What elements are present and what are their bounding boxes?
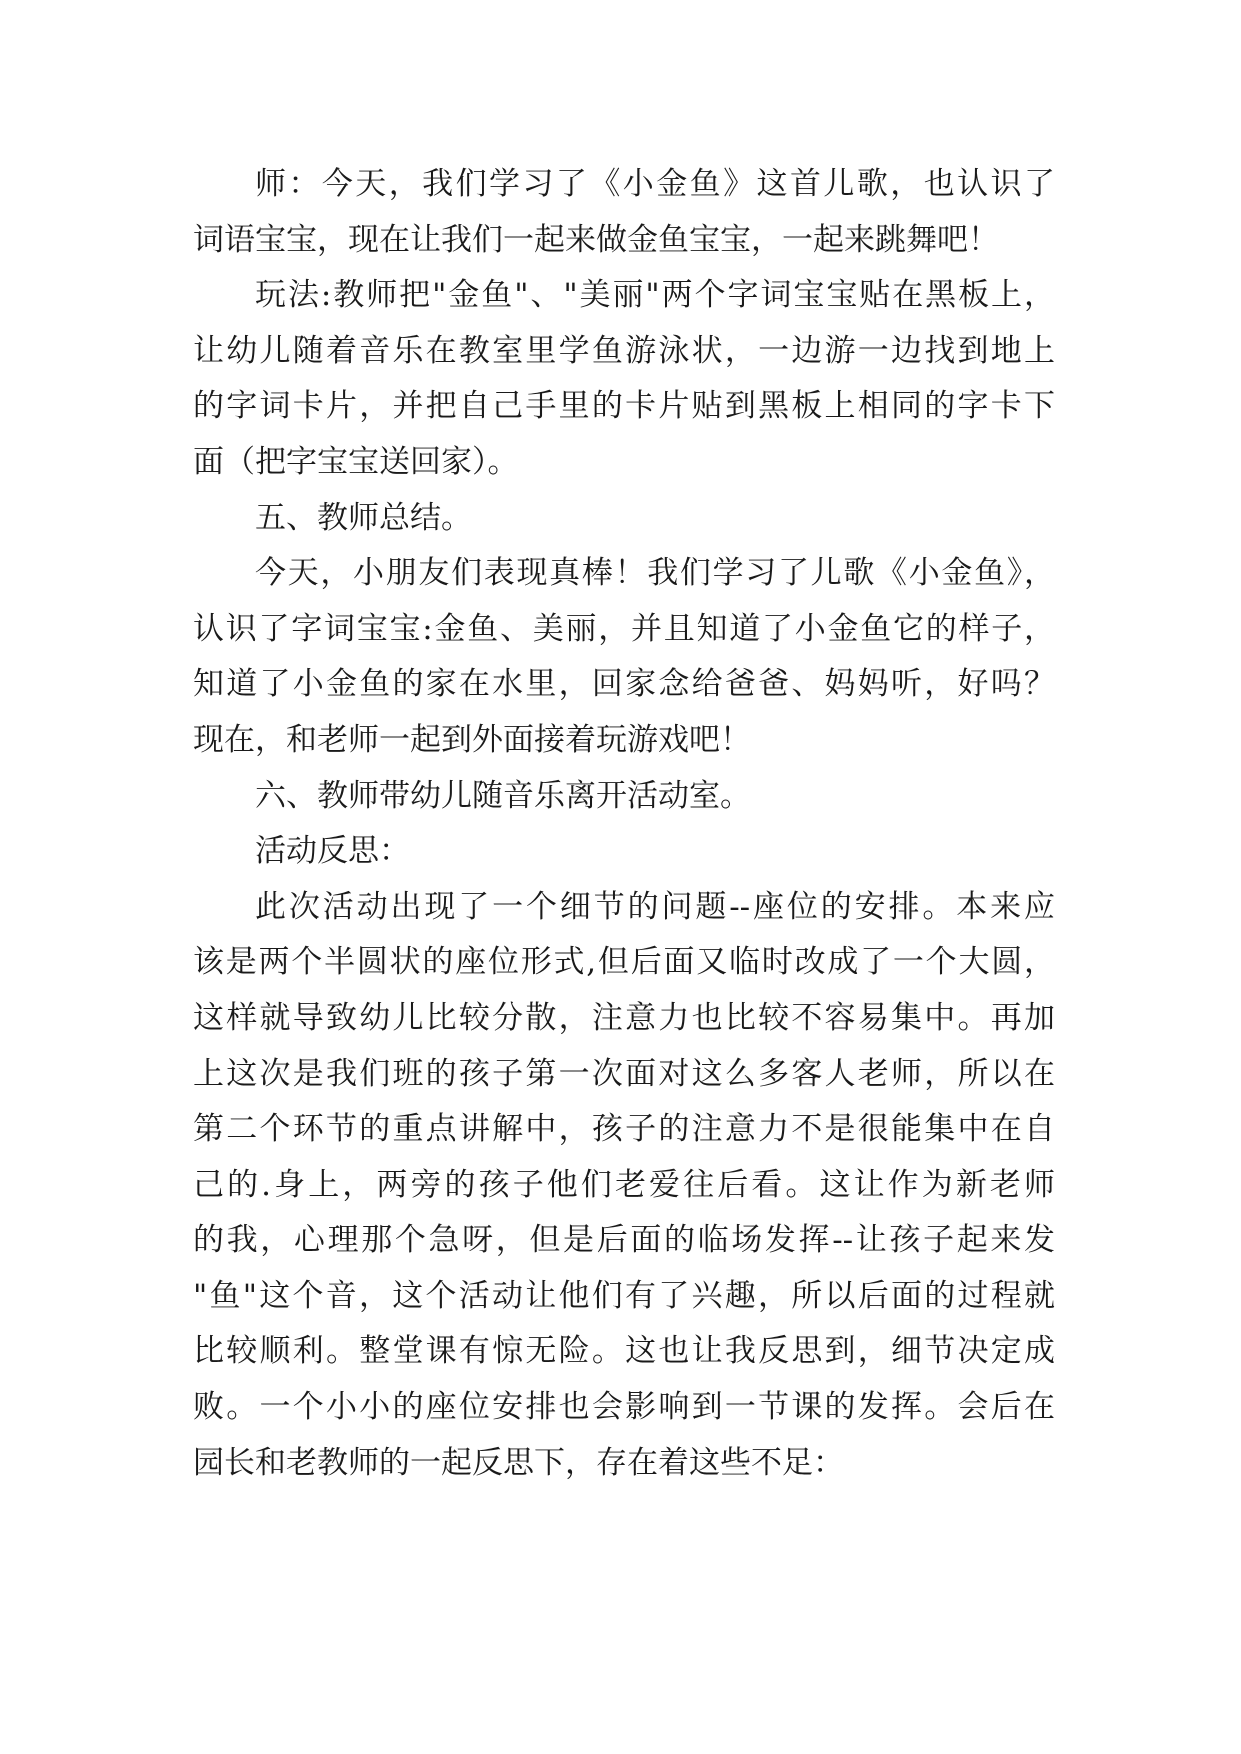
text-line: 认识了字词宝宝:金鱼、美丽，并且知道了小金鱼它的样子， [193, 610, 1055, 647]
text-line: "鱼"这个音，这个活动让他们有了兴趣，所以后面的过程就 [193, 1277, 1055, 1314]
text-line: 今天，小朋友们表现真棒！我们学习了儿歌《小金鱼》， [255, 555, 1055, 592]
text-line: 上这次是我们班的孩子第一次面对这么多客人老师，所以在 [193, 1055, 1055, 1092]
text-line: 比较顺利。整堂课有惊无险。这也让我反思到，细节决定成 [193, 1333, 1055, 1370]
text-line: 让幼儿随着音乐在教室里学鱼游泳状，一边游一边找到地上 [193, 332, 1055, 369]
document-body [193, 157, 1055, 1491]
text-line: 的我，心理那个急呀，但是后面的临场发挥--让孩子起来发 [193, 1222, 1055, 1259]
text-line: 园长和老教师的一起反思下，存在着这些不足： [193, 1444, 844, 1481]
text-line: 该是两个半圆状的座位形式,但后面又临时改成了一个大圆， [193, 944, 1055, 981]
text-line: 面（把字宝宝送回家）。 [193, 443, 519, 480]
section-heading: 五、教师总结。 [255, 499, 472, 536]
section-heading: 六、教师带幼儿随音乐离开活动室。 [255, 777, 751, 814]
text-line: 玩法:教师把"金鱼"、"美丽"两个字词宝宝贴在黑板上， [255, 277, 1055, 314]
text-line: 第二个环节的重点讲解中，孩子的注意力不是很能集中在自 [193, 1111, 1055, 1148]
text-line: 词语宝宝，现在让我们一起来做金鱼宝宝，一起来跳舞吧！ [193, 221, 999, 258]
text-line: 此次活动出现了一个细节的问题--座位的安排。本来应 [255, 888, 1055, 925]
text-line: 现在，和老师一起到外面接着玩游戏吧！ [193, 721, 751, 758]
text-line: 师：今天，我们学习了《小金鱼》这首儿歌，也认识了 [255, 166, 1055, 202]
text-line: 己的.身上，两旁的孩子他们老爱往后看。这让作为新老师 [193, 1166, 1055, 1203]
text-line: 败。一个小小的座位安排也会影响到一节课的发挥。会后在 [193, 1389, 1055, 1426]
text-line: 知道了小金鱼的家在水里，回家念给爸爸、妈妈听，好吗？ [193, 666, 1055, 703]
text-line: 的字词卡片，并把自己手里的卡片贴到黑板上相同的字卡下 [193, 388, 1055, 425]
section-heading: 活动反思： [255, 833, 410, 870]
text-line: 这样就导致幼儿比较分散，注意力也比较不容易集中。再加 [193, 999, 1055, 1036]
